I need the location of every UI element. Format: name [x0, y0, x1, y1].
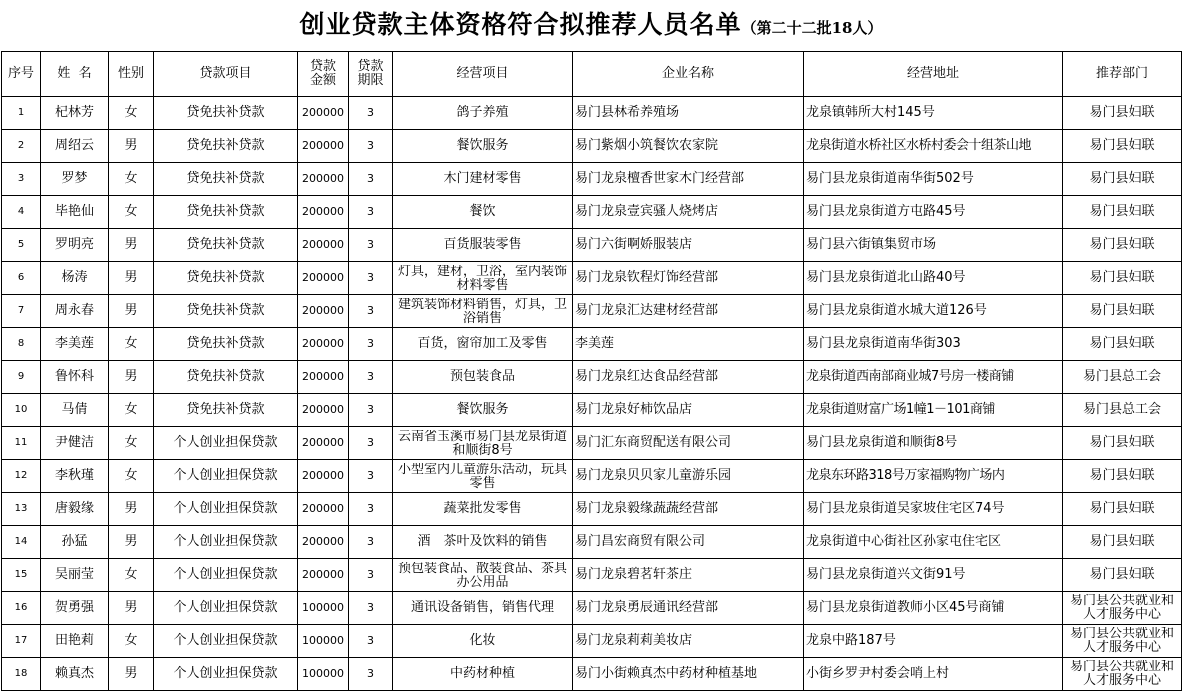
cell-gender: 男 — [109, 658, 154, 691]
cell-dept: 易门县妇联 — [1063, 493, 1182, 526]
table-row — [2, 97, 1182, 130]
cell-period: 3 — [349, 328, 393, 361]
cell-business — [393, 559, 573, 592]
cell-company: 李美莲 — [573, 328, 804, 361]
cell-dept — [1063, 625, 1182, 658]
cell-dept: 易门县妇联 — [1063, 163, 1182, 196]
cell-gender: 男 — [109, 526, 154, 559]
cell-no: 12 — [2, 460, 41, 493]
cell-amount: 200000 — [298, 229, 349, 262]
cell-business: 预包装食品 — [393, 361, 573, 394]
cell-loan-type: 个人创业担保贷款 — [154, 592, 298, 625]
cell-dept: 易门县妇联 — [1063, 295, 1182, 328]
cell-address: 易门县龙泉街道教师小区45号商铺 — [804, 592, 1063, 625]
cell-no: 18 — [2, 658, 41, 691]
cell-name: 马倩 — [41, 394, 109, 427]
cell-company: 易门汇东商贸配送有限公司 — [573, 427, 804, 460]
cell-loan-type: 贷免扶补贷款 — [154, 130, 298, 163]
cell-business-text: 小型室内儿童游乐活动，玩具零售 — [397, 463, 567, 491]
cell-name: 尹健洁 — [41, 427, 109, 460]
table-row — [2, 658, 1182, 691]
cell-address: 龙泉镇韩所大村145号 — [804, 97, 1063, 130]
cell-dept: 易门县妇联 — [1063, 262, 1182, 295]
cell-amount: 200000 — [298, 130, 349, 163]
cell-no: 3 — [2, 163, 41, 196]
cell-period: 3 — [349, 229, 393, 262]
cell-loan-type: 贷免扶补贷款 — [154, 361, 298, 394]
cell-no: 16 — [2, 592, 41, 625]
cell-no: 13 — [2, 493, 41, 526]
cell-business: 木门建材零售 — [393, 163, 573, 196]
cell-period: 3 — [349, 460, 393, 493]
cell-loan-type: 贷免扶补贷款 — [154, 328, 298, 361]
table-row — [2, 130, 1182, 163]
cell-amount: 200000 — [298, 361, 349, 394]
header-amount: 贷款金额 — [298, 52, 349, 97]
cell-business-text: 云南省玉溪市易门县龙泉街道和顺街8号 — [397, 430, 567, 458]
cell-business-text: 灯具，建材，卫浴，室内装饰材料零售 — [397, 265, 567, 293]
cell-amount: 200000 — [298, 97, 349, 130]
cell-dept: 易门县总工会 — [1063, 394, 1182, 427]
cell-address: 龙泉街道中心街社区孙家屯住宅区 — [804, 526, 1063, 559]
cell-amount: 200000 — [298, 262, 349, 295]
cell-gender: 男 — [109, 229, 154, 262]
cell-gender: 男 — [109, 295, 154, 328]
cell-address: 易门县龙泉街道和顺街8号 — [804, 427, 1063, 460]
cell-dept: 易门县妇联 — [1063, 460, 1182, 493]
cell-amount: 200000 — [298, 460, 349, 493]
cell-dept-text: 易门县公共就业和人才服务中心 — [1069, 594, 1174, 622]
cell-amount: 200000 — [298, 163, 349, 196]
cell-business: 通讯设备销售，销售代理 — [393, 592, 573, 625]
cell-period: 3 — [349, 262, 393, 295]
cell-company: 易门龙泉钦程灯饰经营部 — [573, 262, 804, 295]
cell-no: 5 — [2, 229, 41, 262]
table-row — [2, 625, 1182, 658]
header-company: 企业名称 — [573, 52, 804, 97]
cell-period: 3 — [349, 427, 393, 460]
cell-business — [393, 427, 573, 460]
cell-company: 易门小街赖真杰中药材种植基地 — [573, 658, 804, 691]
table-row — [2, 526, 1182, 559]
cell-loan-type: 个人创业担保贷款 — [154, 427, 298, 460]
header-business: 经营项目 — [393, 52, 573, 97]
cell-name: 赖真杰 — [41, 658, 109, 691]
cell-period: 3 — [349, 493, 393, 526]
table-row — [2, 328, 1182, 361]
cell-gender: 女 — [109, 625, 154, 658]
cell-name: 毕艳仙 — [41, 196, 109, 229]
cell-company: 易门昌宏商贸有限公司 — [573, 526, 804, 559]
cell-dept: 易门县妇联 — [1063, 328, 1182, 361]
cell-loan-type: 贷免扶补贷款 — [154, 262, 298, 295]
cell-company: 易门龙泉勇辰通讯经营部 — [573, 592, 804, 625]
cell-dept: 易门县妇联 — [1063, 229, 1182, 262]
cell-business: 百货服装零售 — [393, 229, 573, 262]
cell-gender: 女 — [109, 394, 154, 427]
cell-company: 易门龙泉莉莉美妆店 — [573, 625, 804, 658]
cell-business — [393, 460, 573, 493]
cell-no: 10 — [2, 394, 41, 427]
cell-gender: 男 — [109, 361, 154, 394]
cell-business: 中药材种植 — [393, 658, 573, 691]
cell-address: 易门县龙泉街道吴家坡住宅区74号 — [804, 493, 1063, 526]
cell-dept: 易门县妇联 — [1063, 526, 1182, 559]
cell-address: 易门县龙泉街道兴文街91号 — [804, 559, 1063, 592]
cell-period: 3 — [349, 394, 393, 427]
table-row — [2, 559, 1182, 592]
table-row — [2, 295, 1182, 328]
cell-gender: 男 — [109, 592, 154, 625]
cell-gender: 男 — [109, 130, 154, 163]
cell-company: 易门龙泉碧茗轩茶庄 — [573, 559, 804, 592]
cell-business-text: 预包装食品、散装食品、茶具办公用品 — [397, 562, 567, 590]
cell-gender: 女 — [109, 559, 154, 592]
cell-dept — [1063, 592, 1182, 625]
cell-name: 罗梦 — [41, 163, 109, 196]
cell-no: 17 — [2, 625, 41, 658]
cell-dept: 易门县妇联 — [1063, 196, 1182, 229]
cell-period: 3 — [349, 526, 393, 559]
cell-period: 3 — [349, 163, 393, 196]
cell-gender: 女 — [109, 328, 154, 361]
cell-gender: 女 — [109, 460, 154, 493]
cell-period: 3 — [349, 295, 393, 328]
header-dept: 推荐部门 — [1063, 52, 1182, 97]
table-row — [2, 262, 1182, 295]
title-main: 创业贷款主体资格符合拟推荐人员名单 — [299, 10, 742, 39]
cell-business: 蔬菜批发零售 — [393, 493, 573, 526]
table-row — [2, 196, 1182, 229]
cell-company: 易门紫烟小筑餐饮农家院 — [573, 130, 804, 163]
cell-company: 易门龙泉毅缘蔬蔬经营部 — [573, 493, 804, 526]
cell-address: 龙泉街道水桥社区水桥村委会十组茶山地 — [804, 130, 1063, 163]
cell-loan-type: 个人创业担保贷款 — [154, 658, 298, 691]
cell-period: 3 — [349, 130, 393, 163]
table-row — [2, 460, 1182, 493]
cell-period: 3 — [349, 196, 393, 229]
table-row — [2, 592, 1182, 625]
table-row — [2, 229, 1182, 262]
cell-business: 餐饮 — [393, 196, 573, 229]
cell-company: 易门龙泉汇达建材经营部 — [573, 295, 804, 328]
cell-business: 餐饮服务 — [393, 394, 573, 427]
cell-name: 贺勇强 — [41, 592, 109, 625]
cell-company: 易门龙泉檀香世家木门经营部 — [573, 163, 804, 196]
header-address: 经营地址 — [804, 52, 1063, 97]
table-row — [2, 394, 1182, 427]
cell-address: 龙泉东环路318号万家福购物广场内 — [804, 460, 1063, 493]
cell-amount: 200000 — [298, 526, 349, 559]
cell-name: 罗明亮 — [41, 229, 109, 262]
cell-no: 11 — [2, 427, 41, 460]
cell-address: 龙泉中路187号 — [804, 625, 1063, 658]
cell-dept: 易门县妇联 — [1063, 97, 1182, 130]
cell-amount: 200000 — [298, 427, 349, 460]
cell-no: 15 — [2, 559, 41, 592]
cell-no: 7 — [2, 295, 41, 328]
cell-period: 3 — [349, 625, 393, 658]
cell-dept — [1063, 658, 1182, 691]
cell-business — [393, 262, 573, 295]
cell-business: 化妆 — [393, 625, 573, 658]
cell-loan-type: 贷免扶补贷款 — [154, 163, 298, 196]
cell-amount: 200000 — [298, 559, 349, 592]
cell-company: 易门六街啊娇服装店 — [573, 229, 804, 262]
cell-name: 李秋瑾 — [41, 460, 109, 493]
cell-address: 易门县龙泉街道北山路40号 — [804, 262, 1063, 295]
cell-business — [393, 295, 573, 328]
cell-loan-type: 个人创业担保贷款 — [154, 526, 298, 559]
cell-amount: 100000 — [298, 592, 349, 625]
cell-no: 8 — [2, 328, 41, 361]
cell-dept: 易门县妇联 — [1063, 427, 1182, 460]
cell-company: 易门龙泉好柿饮品店 — [573, 394, 804, 427]
cell-address: 易门县六街镇集贸市场 — [804, 229, 1063, 262]
cell-gender: 女 — [109, 163, 154, 196]
header-gender: 性别 — [109, 52, 154, 97]
table-row — [2, 427, 1182, 460]
cell-loan-type: 贷免扶补贷款 — [154, 97, 298, 130]
header-loan-type: 贷款项目 — [154, 52, 298, 97]
cell-dept: 易门县总工会 — [1063, 361, 1182, 394]
cell-business: 百货，窗帘加工及零售 — [393, 328, 573, 361]
cell-address: 龙泉街道西南部商业城7号房一楼商铺 — [804, 361, 1063, 394]
cell-address: 易门县龙泉街道水城大道126号 — [804, 295, 1063, 328]
header-no: 序号 — [2, 52, 41, 97]
cell-period: 3 — [349, 592, 393, 625]
cell-address: 龙泉街道财富广场1幢1－101商铺 — [804, 394, 1063, 427]
cell-name: 吴丽莹 — [41, 559, 109, 592]
cell-amount: 200000 — [298, 493, 349, 526]
cell-business: 酒 茶叶及饮料的销售 — [393, 526, 573, 559]
cell-no: 4 — [2, 196, 41, 229]
cell-no: 1 — [2, 97, 41, 130]
cell-loan-type: 个人创业担保贷款 — [154, 625, 298, 658]
cell-dept-text: 易门县公共就业和人才服务中心 — [1069, 660, 1174, 688]
cell-name: 周永春 — [41, 295, 109, 328]
cell-loan-type: 贷免扶补贷款 — [154, 394, 298, 427]
cell-dept-text: 易门县公共就业和人才服务中心 — [1069, 627, 1174, 655]
cell-no: 6 — [2, 262, 41, 295]
title-sub: （第二十二批18人） — [741, 19, 883, 37]
cell-amount: 100000 — [298, 658, 349, 691]
cell-loan-type: 个人创业担保贷款 — [154, 493, 298, 526]
cell-loan-type: 个人创业担保贷款 — [154, 559, 298, 592]
cell-loan-type: 贷免扶补贷款 — [154, 295, 298, 328]
cell-business: 餐饮服务 — [393, 130, 573, 163]
cell-dept: 易门县妇联 — [1063, 559, 1182, 592]
cell-address: 易门县龙泉街道南华街303 — [804, 328, 1063, 361]
cell-name: 孙猛 — [41, 526, 109, 559]
cell-company: 易门龙泉贝贝家儿童游乐园 — [573, 460, 804, 493]
cell-amount: 100000 — [298, 625, 349, 658]
cell-business-text: 建筑装饰材料销售，灯具，卫浴销售 — [397, 298, 567, 326]
cell-dept: 易门县妇联 — [1063, 130, 1182, 163]
cell-no: 2 — [2, 130, 41, 163]
cell-name: 唐毅缘 — [41, 493, 109, 526]
cell-period: 3 — [349, 361, 393, 394]
cell-address: 易门县龙泉街道方屯路45号 — [804, 196, 1063, 229]
table-header-row — [2, 52, 1182, 97]
cell-gender: 女 — [109, 427, 154, 460]
cell-loan-type: 贷免扶补贷款 — [154, 229, 298, 262]
recommendation-table — [1, 51, 1182, 691]
table-row — [2, 361, 1182, 394]
cell-period: 3 — [349, 97, 393, 130]
cell-period: 3 — [349, 559, 393, 592]
cell-amount: 200000 — [298, 328, 349, 361]
cell-company: 易门县林希养殖场 — [573, 97, 804, 130]
cell-amount: 200000 — [298, 196, 349, 229]
cell-gender: 男 — [109, 262, 154, 295]
table-row — [2, 163, 1182, 196]
table-body — [2, 97, 1182, 691]
cell-loan-type: 贷免扶补贷款 — [154, 196, 298, 229]
cell-name: 周绍云 — [41, 130, 109, 163]
cell-address: 小街乡罗尹村委会哨上村 — [804, 658, 1063, 691]
cell-no: 14 — [2, 526, 41, 559]
cell-name: 鲁怀科 — [41, 361, 109, 394]
cell-no: 9 — [2, 361, 41, 394]
cell-gender: 女 — [109, 196, 154, 229]
cell-gender: 男 — [109, 493, 154, 526]
cell-loan-type: 个人创业担保贷款 — [154, 460, 298, 493]
cell-company: 易门龙泉壹宾骚人烧烤店 — [573, 196, 804, 229]
cell-company: 易门龙泉红达食品经营部 — [573, 361, 804, 394]
header-period: 贷款期限 — [349, 52, 393, 97]
document-title — [0, 0, 1182, 50]
cell-name: 杨涛 — [41, 262, 109, 295]
cell-business: 鸽子养殖 — [393, 97, 573, 130]
cell-period: 3 — [349, 658, 393, 691]
cell-name: 田艳莉 — [41, 625, 109, 658]
cell-address: 易门县龙泉街道南华街502号 — [804, 163, 1063, 196]
table-row — [2, 493, 1182, 526]
cell-amount: 200000 — [298, 295, 349, 328]
cell-name: 李美莲 — [41, 328, 109, 361]
cell-gender: 女 — [109, 97, 154, 130]
cell-amount: 200000 — [298, 394, 349, 427]
header-name: 姓 名 — [41, 52, 109, 97]
cell-name: 杞林芳 — [41, 97, 109, 130]
